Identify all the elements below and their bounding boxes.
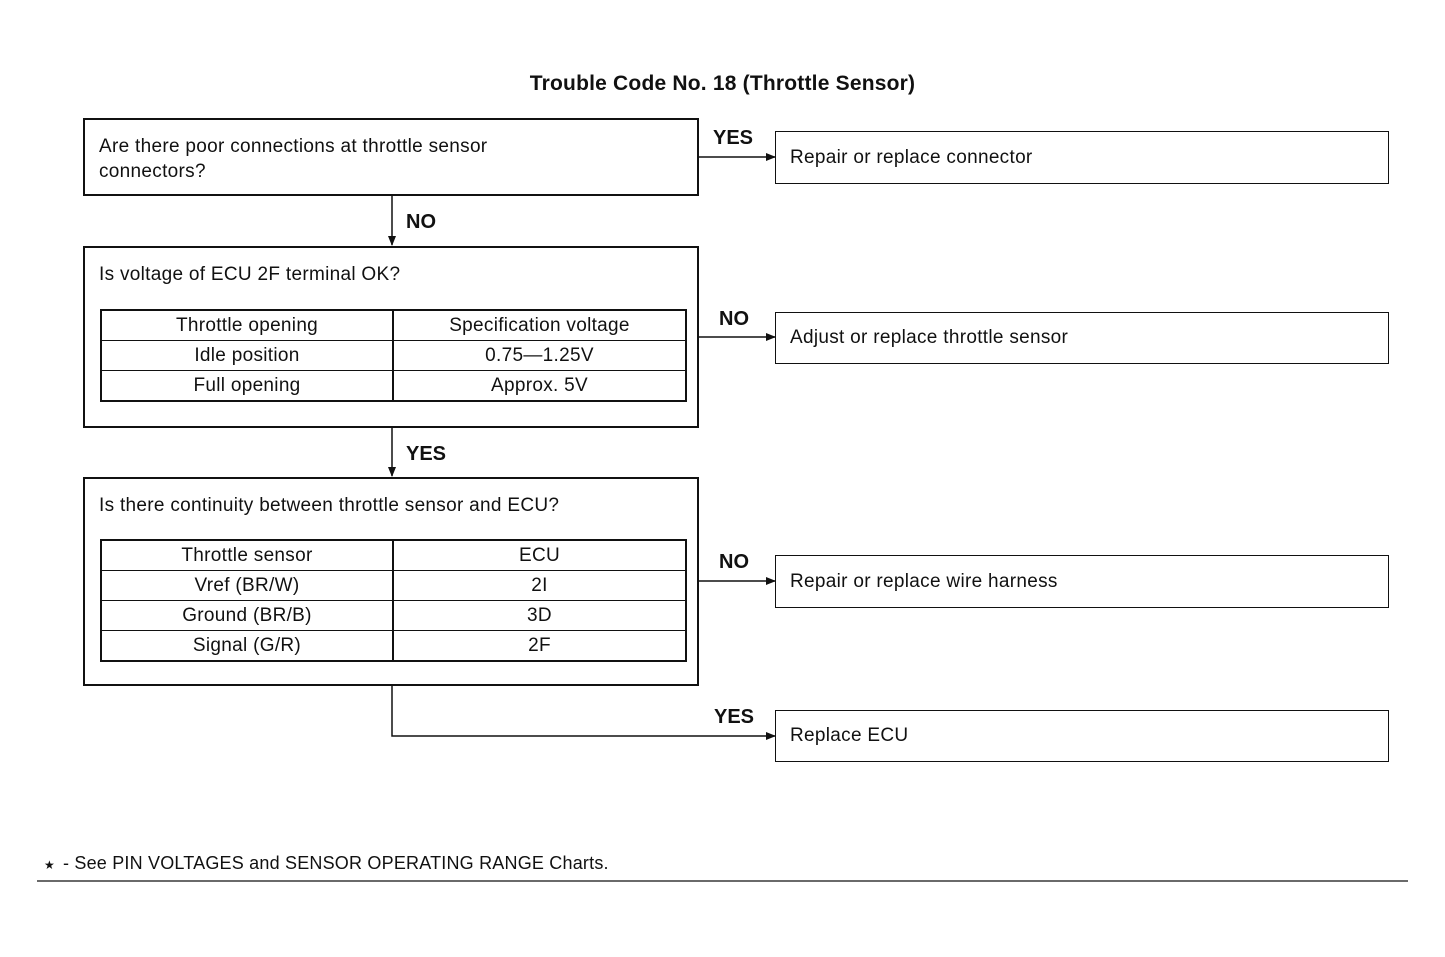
star-icon: ★	[44, 858, 55, 872]
table-cell: 2I	[393, 571, 686, 601]
step1-question-box	[83, 118, 699, 196]
table-row	[101, 371, 686, 402]
step2-no-action-box	[775, 312, 1389, 364]
table-header-row	[101, 540, 686, 571]
step2-no-action: Adjust or replace throttle sensor	[790, 327, 1069, 348]
step2-no-label: NO	[719, 308, 749, 330]
step3-no-action: Repair or replace wire harness	[790, 570, 1058, 592]
step2-yes-label: YES	[406, 443, 447, 465]
table-header-cell: ECU	[393, 540, 686, 571]
table-row	[101, 571, 686, 601]
table-header-cell: Specification voltage	[393, 310, 686, 341]
step3-no-label: NO	[719, 551, 749, 573]
table-row	[101, 341, 686, 371]
step2-question-box	[83, 246, 699, 428]
table-cell: Ground (BR/B)	[101, 601, 393, 631]
step3-question-box	[83, 477, 699, 686]
step1-yes-label: YES	[713, 127, 754, 149]
table-cell: 0.75—1.25V	[393, 341, 686, 371]
step1-yes-action: Repair or replace connector	[790, 146, 1033, 168]
table-cell: Approx. 5V	[393, 371, 686, 402]
step1-yes-action-box	[775, 131, 1389, 184]
step3-yes-label: YES	[714, 706, 755, 728]
table-cell: Vref (BR/W)	[101, 571, 393, 601]
voltage-spec-table	[100, 309, 687, 402]
table-row	[101, 631, 686, 662]
table-cell: Idle position	[101, 341, 393, 371]
table-cell: Signal (G/R)	[101, 631, 393, 662]
step2-question: Is voltage of ECU 2F terminal OK?	[99, 264, 401, 285]
footnote-text: - See PIN VOLTAGES and SENSOR OPERATING RANGE Charts.	[62, 853, 609, 873]
step3-yes-action-box	[775, 710, 1389, 762]
footnote	[44, 853, 609, 874]
table-cell: 3D	[393, 601, 686, 631]
step3-no-action-box	[775, 555, 1389, 608]
table-header-row	[101, 310, 686, 341]
table-header-cell: Throttle opening	[101, 310, 393, 341]
table-cell: Full opening	[101, 371, 393, 402]
table-row	[101, 601, 686, 631]
step3-yes-action: Replace ECU	[790, 725, 909, 746]
diagram-title: Trouble Code No. 18 (Throttle Sensor)	[529, 72, 916, 95]
table-cell: 2F	[393, 631, 686, 662]
step1-no-label: NO	[406, 211, 436, 233]
table-header-cell: Throttle sensor	[101, 540, 393, 571]
step1-question: Are there poor connections at throttle sensor connectors?	[99, 136, 488, 182]
continuity-table	[100, 539, 687, 662]
step3-question: Is there continuity between throttle sensor and ECU?	[99, 495, 560, 516]
